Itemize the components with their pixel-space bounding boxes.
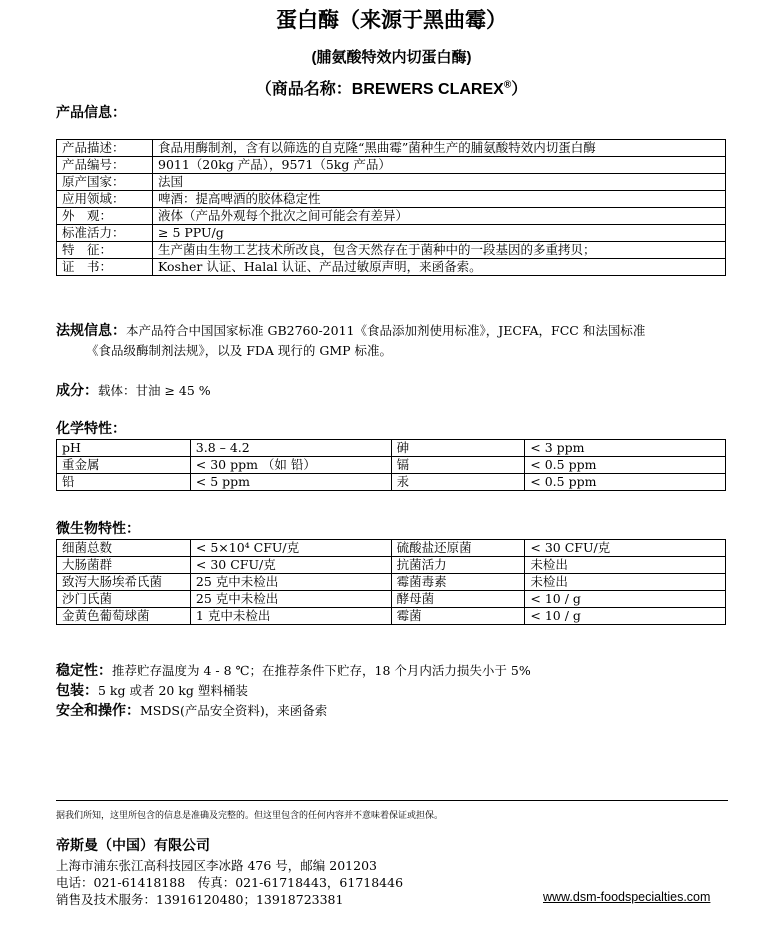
composition-heading: 成分：	[56, 382, 98, 398]
table-cell: < 5 ppm	[190, 474, 391, 491]
composition-section	[56, 380, 211, 401]
table-row	[57, 608, 726, 625]
table-cell: 致泻大肠埃希氏菌	[57, 574, 191, 591]
table-cell: 重金属	[57, 457, 191, 474]
stability-section	[56, 660, 531, 681]
table-cell: 未检出	[525, 557, 726, 574]
table-cell: < 30 CFU/克	[525, 540, 726, 557]
stability-heading: 稳定性：	[56, 662, 112, 678]
table-cell: 啤酒：提高啤酒的胶体稳定性	[153, 191, 726, 208]
table-cell: 液体（产品外观每个批次之间可能会有差异）	[153, 208, 726, 225]
table-row	[57, 557, 726, 574]
chemical-heading: 化学特性：	[56, 421, 126, 437]
table-cell: < 3 ppm	[525, 440, 726, 457]
company-sales: 销售及技术服务：13916120480；13918723381	[56, 892, 344, 907]
regulatory-section	[56, 320, 645, 361]
safety-text: MSDS(产品安全资料)，来函备索	[140, 703, 328, 718]
table-cell: 汞	[391, 474, 525, 491]
regulatory-line-2: 《食品级酶制剂法规》，以及 FDA 现行的 GMP 标准。	[86, 343, 393, 358]
table-cell: 未检出	[525, 574, 726, 591]
table-cell: < 5×10⁴ CFU/克	[190, 540, 391, 557]
table-cell: 产品描述：	[57, 140, 153, 157]
safety-heading: 安全和操作：	[56, 702, 140, 718]
composition-text: 载体：甘油 ≥ 45 %	[98, 383, 211, 398]
table-row	[57, 574, 726, 591]
table-cell: pH	[57, 440, 191, 457]
table-row	[57, 208, 726, 225]
table-cell: 食品用酶制剂，含有以筛选的自克隆“黑曲霉”菌种生产的脯氨酸特效内切蛋白酶	[153, 140, 726, 157]
footer-divider	[56, 800, 728, 801]
table-cell: 1 克中未检出	[190, 608, 391, 625]
table-cell: 25 克中未检出	[190, 591, 391, 608]
trade-name	[0, 76, 783, 99]
registered-mark: ®	[503, 79, 512, 91]
company-name: 帝斯曼（中国）有限公司	[56, 837, 210, 853]
website-link[interactable]: www.dsm-foodspecialties.com	[543, 890, 711, 904]
table-row	[57, 157, 726, 174]
table-cell: 3.8 – 4.2	[190, 440, 391, 457]
table-row	[57, 474, 726, 491]
trade-name-value: BREWERS CLAREX	[351, 81, 504, 98]
table-row	[57, 259, 726, 276]
table-row	[57, 174, 726, 191]
table-cell: 沙门氏菌	[57, 591, 191, 608]
table-cell: ≥ 5 PPU/g	[153, 225, 726, 242]
table-cell: < 30 ppm （如 铅）	[190, 457, 391, 474]
table-cell: 大肠菌群	[57, 557, 191, 574]
table-cell: 产品编号：	[57, 157, 153, 174]
table-cell: < 30 CFU/克	[190, 557, 391, 574]
company-address: 上海市浦东张江高科技园区李冰路 476 号，邮编 201203	[56, 858, 377, 873]
regulatory-heading: 法规信息：	[56, 322, 126, 338]
table-cell: 生产菌由生物工艺技术所改良，包含天然存在于菌种中的一段基因的多重拷贝；	[153, 242, 726, 259]
table-cell: < 0.5 ppm	[525, 474, 726, 491]
table-cell: 铅	[57, 474, 191, 491]
table-row	[57, 457, 726, 474]
regulatory-line-1: 本产品符合中国国家标准 GB2760-2011《食品添加剂使用标准》，JECFA，FCC 和法国标准	[126, 323, 646, 338]
table-row	[57, 140, 726, 157]
table-row	[57, 225, 726, 242]
table-cell: 硫酸盐还原菌	[391, 540, 525, 557]
table-cell: 金黄色葡萄球菌	[57, 608, 191, 625]
table-cell: 法国	[153, 174, 726, 191]
stability-text: 推荐贮存温度为 4 - 8 ℃；在推荐条件下贮存，18 个月内活力损失小于 5%	[112, 663, 531, 678]
table-cell: 9011（20kg 产品），9571（5kg 产品）	[153, 157, 726, 174]
table-cell: 抗菌活力	[391, 557, 525, 574]
table-cell: 外 观：	[57, 208, 153, 225]
table-cell: 镉	[391, 457, 525, 474]
table-cell: 霉菌毒素	[391, 574, 525, 591]
trade-name-suffix: ）	[511, 81, 528, 98]
table-cell: 标准活力：	[57, 225, 153, 242]
trade-name-prefix: （商品名称：	[255, 81, 352, 98]
microbial-table	[56, 539, 726, 625]
safety-section	[56, 700, 327, 721]
company-phone: 电话：021-61418188 传真：021-61718443，61718446	[56, 875, 404, 890]
disclaimer: 据我们所知，这里所包含的信息是准确及完整的。但这里包含的任何内容并不意味着保证或担保。	[56, 811, 444, 821]
table-cell: 砷	[391, 440, 525, 457]
microbial-heading: 微生物特性：	[56, 521, 140, 537]
product-info-table	[56, 139, 726, 276]
table-cell: 霉菌	[391, 608, 525, 625]
table-cell: 原产国家：	[57, 174, 153, 191]
table-cell: < 10 / g	[525, 591, 726, 608]
table-row	[57, 440, 726, 457]
table-cell: 特 征：	[57, 242, 153, 259]
table-cell: 酵母菌	[391, 591, 525, 608]
table-row	[57, 591, 726, 608]
table-cell: 细菌总数	[57, 540, 191, 557]
table-row	[57, 191, 726, 208]
table-cell: 证 书：	[57, 259, 153, 276]
table-row	[57, 540, 726, 557]
product-info-heading: 产品信息：	[56, 105, 126, 121]
table-cell: 25 克中未检出	[190, 574, 391, 591]
packaging-text: 5 kg 或者 20 kg 塑料桶装	[98, 683, 248, 698]
packaging-section	[56, 680, 248, 701]
table-row	[57, 242, 726, 259]
table-cell: 应用领域：	[57, 191, 153, 208]
document-subtitle: (脯氨酸特效内切蛋白酶)	[311, 49, 472, 66]
chemical-table	[56, 439, 726, 491]
table-cell: < 0.5 ppm	[525, 457, 726, 474]
table-cell: < 10 / g	[525, 608, 726, 625]
table-cell: Kosher 认证、Halal 认证、产品过敏原声明，来函备索。	[153, 259, 726, 276]
document-title: 蛋白酶（来源于黑曲霉）	[276, 7, 507, 32]
packaging-heading: 包装：	[56, 682, 98, 698]
